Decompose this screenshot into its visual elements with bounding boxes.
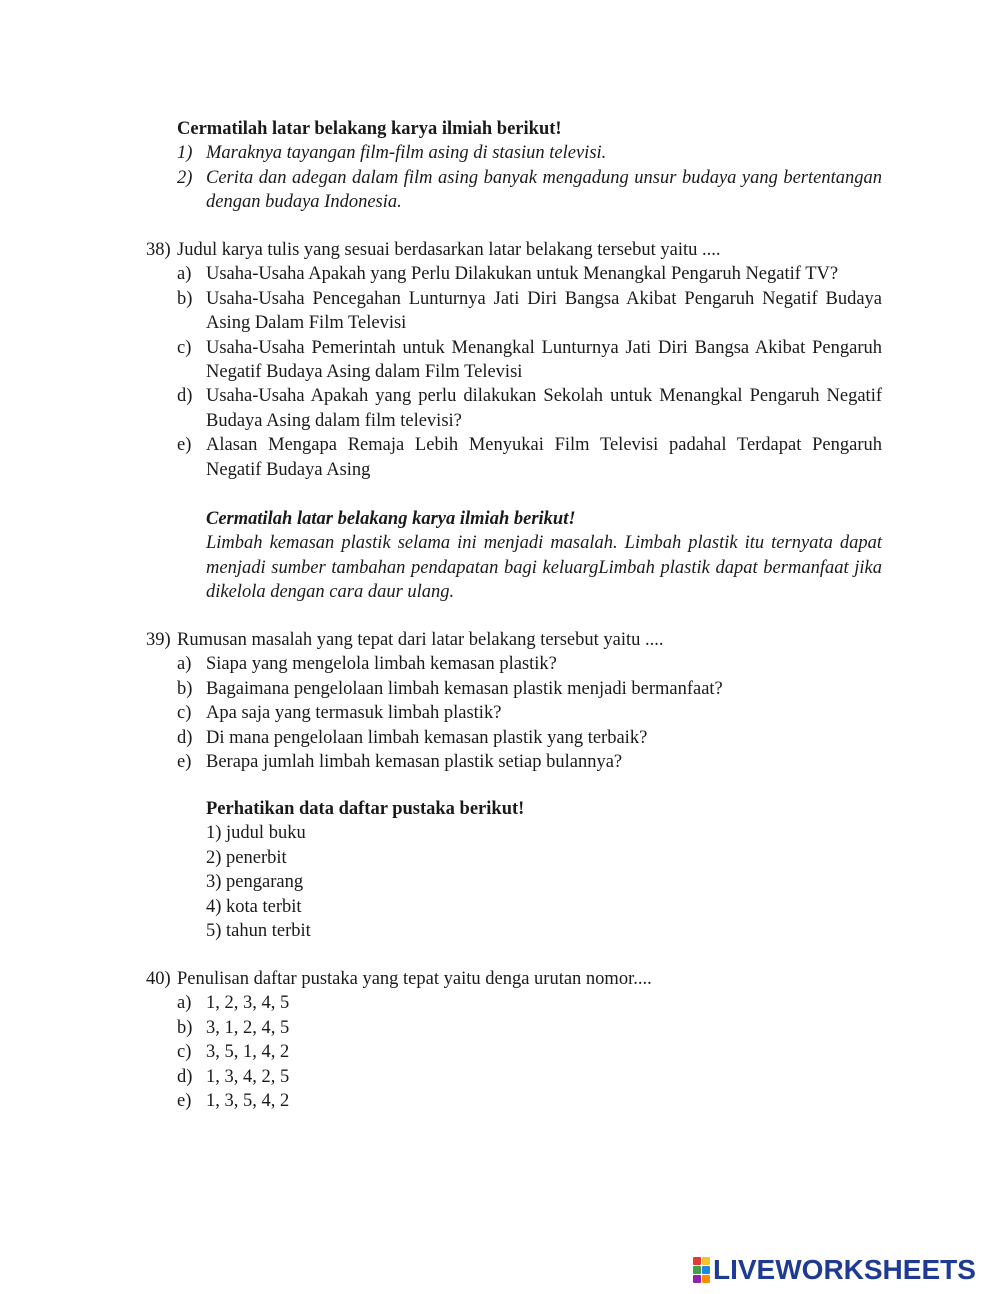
option-c[interactable]: c) Apa saja yang termasuk limbah plastik? bbox=[177, 703, 502, 724]
option-b[interactable]: b) Usaha-Usaha Pencegahan Lunturnya Jati Diri Bangsa Akibat Pengaruh Negatif Budaya Asing Dalam Film Televisi bbox=[177, 288, 882, 334]
logo-text: LIVEWORKSHEETS bbox=[713, 1253, 976, 1285]
intro-1 bbox=[177, 117, 882, 215]
bibliography-item: 3) pengarang bbox=[206, 872, 304, 893]
question-38 bbox=[146, 238, 882, 482]
question-38-stem bbox=[146, 238, 882, 262]
option-e[interactable]: e) Berapa jumlah limbah kemasan plastik setiap bulannya? bbox=[177, 752, 623, 773]
option-d[interactable]: d) Usaha-Usaha Apakah yang perlu dilakukan Sekolah untuk Menangkal Pengaruh Negatif Budaya Asing dalam film televisi? bbox=[177, 386, 882, 431]
logo-grid-icon bbox=[693, 1257, 710, 1283]
intro-3 bbox=[206, 797, 882, 943]
logo-square bbox=[702, 1275, 710, 1283]
intro-1-heading: Cermatilah latar belakang karya ilmiah berikut! bbox=[177, 119, 562, 139]
question-number: 39) bbox=[146, 630, 171, 650]
bibliography-item: 2) penerbit bbox=[206, 847, 287, 868]
logo-square bbox=[702, 1257, 710, 1265]
logo-square bbox=[702, 1266, 710, 1274]
intro-1-item: 1) Maraknya tayangan film-film asing di stasiun televisi. bbox=[177, 143, 607, 164]
question-text: Penulisan daftar pustaka yang tepat yaitu denga urutan nomor.... bbox=[177, 969, 652, 989]
option-e[interactable]: e) 1, 3, 5, 4, 2 bbox=[177, 1091, 290, 1112]
logo-square bbox=[693, 1275, 701, 1283]
intro-3-heading: Perhatikan data daftar pustaka berikut! bbox=[206, 799, 525, 819]
bibliography-item: 5) tahun terbit bbox=[206, 921, 311, 942]
question-number: 38) bbox=[146, 240, 171, 260]
intro-1-item: 2) Cerita dan adegan dalam film asing banyak mengadung unsur budaya yang bertentangan dengan budaya Indonesia. bbox=[177, 167, 882, 213]
option-b[interactable]: b) 3, 1, 2, 4, 5 bbox=[177, 1017, 290, 1038]
bibliography-item: 1) judul buku bbox=[206, 823, 306, 844]
bibliography-item: 4) kota terbit bbox=[206, 896, 302, 917]
option-a[interactable]: a) Usaha-Usaha Apakah yang Perlu Dilakukan untuk Menangkal Pengaruh Negatif TV? bbox=[177, 264, 839, 285]
option-e[interactable]: e) Alasan Mengapa Remaja Lebih Menyukai Film Televisi padahal Terdapat Pengaruh Negatif Budaya Asing bbox=[177, 435, 882, 480]
question-39-stem bbox=[146, 628, 882, 652]
option-d[interactable]: d) Di mana pengelolaan limbah kemasan plastik yang terbaik? bbox=[177, 727, 648, 748]
question-text: Rumusan masalah yang tepat dari latar belakang tersebut yaitu .... bbox=[177, 630, 664, 650]
option-a[interactable]: a) Siapa yang mengelola limbah kemasan plastik? bbox=[177, 654, 557, 675]
intro-2 bbox=[206, 507, 882, 605]
question-38-options bbox=[177, 262, 882, 482]
intro-2-paragraph: Limbah kemasan plastik selama ini menjadi masalah. Limbah plastik itu ternyata dapat menjadi sumber tambahan pendapatan bagi keluargLimbah plastik dapat bermanfaat jika dikelola dengan cara daur ulang. bbox=[206, 533, 882, 603]
option-b[interactable]: b) Bagaimana pengelolaan limbah kemasan plastik menjadi bermanfaat? bbox=[177, 678, 723, 699]
option-d[interactable]: d) 1, 3, 4, 2, 5 bbox=[177, 1066, 290, 1087]
logo-square bbox=[693, 1257, 701, 1265]
option-a[interactable]: a) 1, 2, 3, 4, 5 bbox=[177, 993, 290, 1014]
logo-square bbox=[693, 1266, 701, 1274]
question-number: 40) bbox=[146, 969, 171, 989]
option-c[interactable]: c) 3, 5, 1, 4, 2 bbox=[177, 1042, 290, 1063]
intro-2-heading: Cermatilah latar belakang karya ilmiah berikut! bbox=[206, 509, 576, 529]
option-c[interactable]: c) Usaha-Usaha Pemerintah untuk Menangkal Lunturnya Jati Diri Bangsa Akibat Pengaruh Negatif Budaya Asing dalam Film Televisi bbox=[177, 337, 882, 383]
question-40-options bbox=[177, 991, 882, 1113]
question-40-stem bbox=[146, 967, 882, 991]
question-39-options bbox=[177, 652, 882, 774]
liveworksheets-logo[interactable] bbox=[693, 1253, 976, 1287]
question-text: Judul karya tulis yang sesuai berdasarkan latar belakang tersebut yaitu .... bbox=[177, 240, 721, 260]
question-40 bbox=[146, 967, 882, 1113]
question-39 bbox=[146, 628, 882, 774]
